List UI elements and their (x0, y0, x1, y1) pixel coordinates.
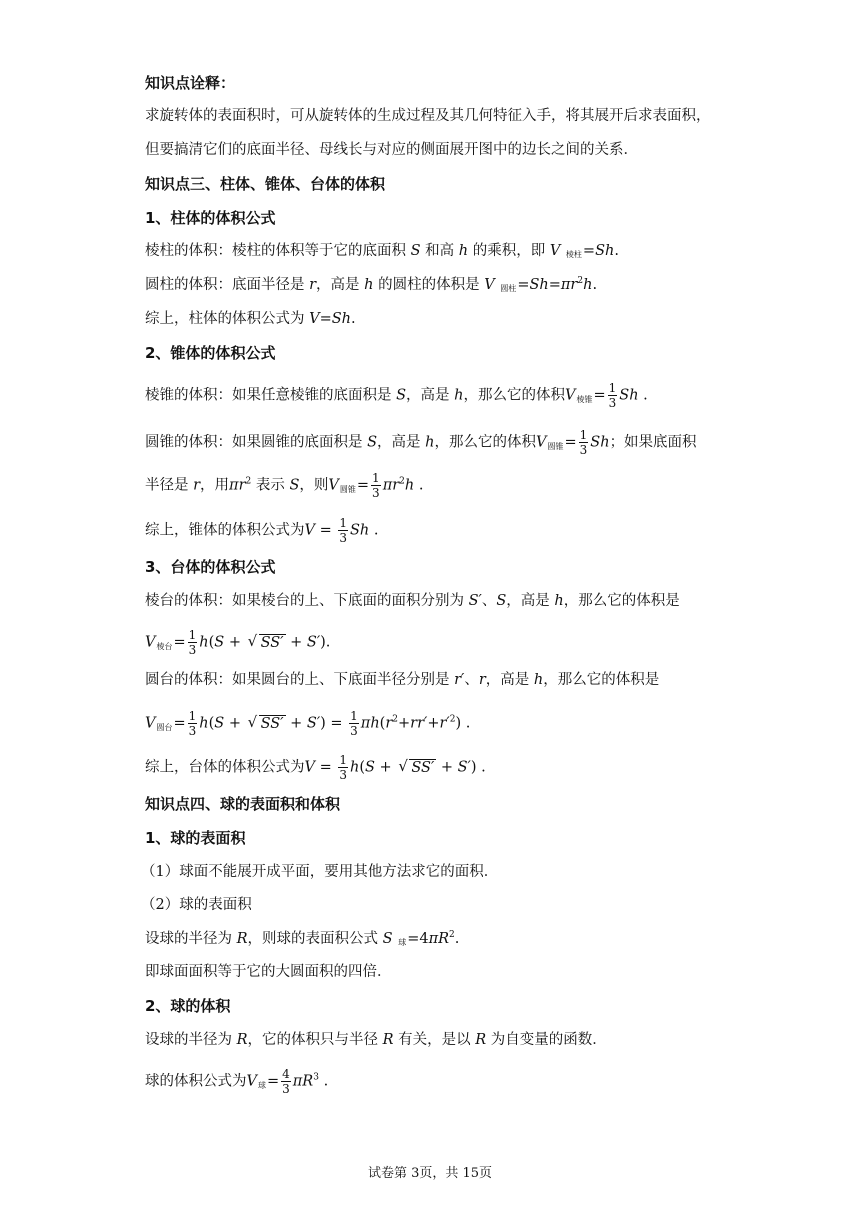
cone-volume-line-2: 半径是 r，用$\pi r^2$ 表示 S，则$V_{圆锥}=$ $\frac{1}{3}$ $\pi r^2h$ . (145, 471, 424, 500)
heading-section-3: 知识点三、柱体、锥体、台体的体积 (145, 175, 386, 193)
heading-sphere-volume: 2、球的体积 (145, 997, 231, 1015)
pyramid-volume-line: 棱锥的体积：如果任意棱锥的底面积是 S，高是 h，那么它的体积$V_{棱锥}=$ $\frac{1}{3}$ Sh . (145, 381, 648, 410)
heading-frustum-volume: 3、台体的体积公式 (145, 558, 276, 576)
sphere-volume-formula: 球的体积公式为$V_球=$ $\frac{4}{3}$ $\pi R^3$ . (145, 1067, 329, 1096)
cone-summary-line: 综上，锥体的体积公式为V = $\frac{1}{3}$ Sh . (145, 516, 379, 545)
frustum-cone-line: 圆台的体积：如果圆台的上、下底面半径分别是 r′、r，高是 h，那么它的体积是 (145, 672, 660, 688)
frustum-pyramid-line: 棱台的体积：如果棱台的上、下底面的面积分别为 S′、S，高是 h，那么它的体积是 (145, 593, 680, 609)
sphere-point-2: （2）球的表面积 (141, 897, 252, 913)
heading-explanation: 知识点诠释： (145, 74, 236, 92)
sphere-surface-note: 即球面面积等于它的大圆面积的四倍． (145, 964, 392, 980)
sphere-surface-line: 设球的半径为 R，则球的表面积公式 S $_球=4\pi R^2$. (145, 930, 460, 947)
paragraph-line: 但要搞清它们的底面半径、母线长与对应的侧面展开图中的边长之间的关系． (145, 142, 638, 158)
heading-pyramid-volume: 2、锥体的体积公式 (145, 344, 276, 362)
page-footer: 试卷第 3页，共 15页 (367, 1166, 493, 1181)
heading-sphere-surface: 1、球的表面积 (145, 829, 246, 847)
frustum-pyramid-formula: $V_{棱台}=$ $\frac{1}{3}$ h(S + √ SS′ + S′). (145, 628, 330, 657)
prism-volume-line: 棱柱的体积：棱柱的体积等于它的底面积 S 和高 h 的乘积，即 V $_{棱柱}$=Sh. (145, 243, 619, 259)
cylinder-volume-line: 圆柱的体积：底面半径是 r，高是 h 的圆柱的体积是 V $_{圆柱}=Sh=\pi r^2h$. (145, 276, 598, 293)
column-summary-line: 综上，柱体的体积公式为 V=Sh. (145, 311, 356, 327)
heading-section-4: 知识点四、球的表面积和体积 (145, 795, 341, 813)
cone-volume-line: 圆锥的体积：如果圆锥的底面积是 S，高是 h，那么它的体积$V_{圆锥}=$ $\frac{1}{3}$ Sh；如果底面积 (145, 428, 697, 457)
sphere-volume-line: 设球的半径为 R，它的体积只与半径 R 有关，是以 R 为自变量的函数． (145, 1032, 607, 1048)
heading-prism-volume: 1、柱体的体积公式 (145, 209, 276, 227)
frustum-cone-formula: $V_{圆台}=$ $\frac{1}{3}$ h(S + √ SS′ + S′) = $\frac{1}{3}$ $\pi h(r^2+rr'+r'^2)$ . (145, 709, 470, 738)
paragraph-line: 求旋转体的表面积时，可从旋转体的生成过程及其几何特征入手，将其展开后求表面积， (145, 108, 711, 124)
frustum-summary-line: 综上，台体的体积公式为V = $\frac{1}{3}$ h(S + √ SS′ + S′) . (145, 753, 486, 782)
sphere-point-1: （1）球面不能展开成平面，要用其他方法求它的面积． (141, 864, 499, 880)
